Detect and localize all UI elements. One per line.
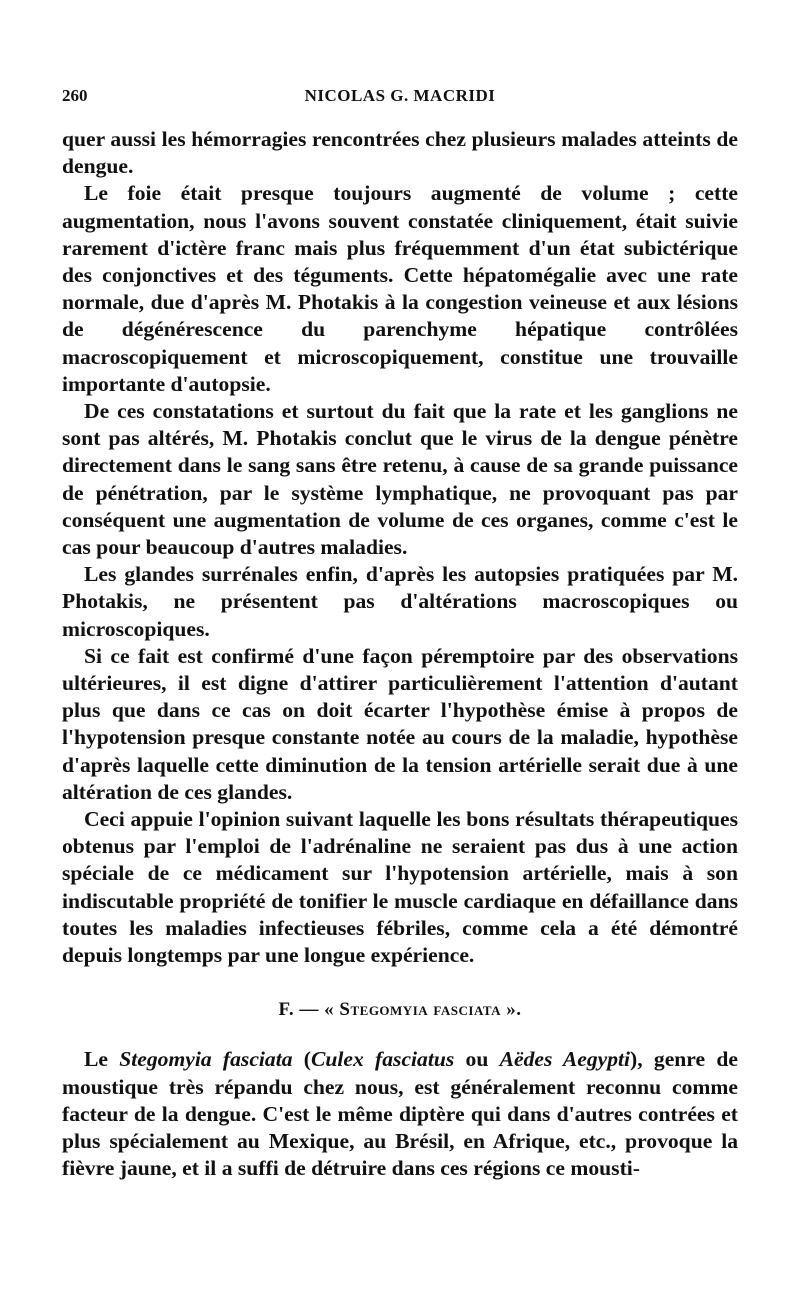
section-title-genus: Stegomyia (339, 999, 429, 1021)
paragraph-spleen-ganglia: De ces constatations et surtout du fait que la rate et les ganglions ne sont pas altérés, M. Photakis conclut que le virus de la dengue pénètre directement dans le sang sans être retenu, à cause de sa grande puissance de pénétration, par le système lymphatique, ne provoquant pas par conséquent une augmentation de volume de ces organes, comme c'est le cas pour beaucoup d'autres maladies. (62, 399, 738, 560)
synonym-aedes: Aëdes Aegypti (499, 1047, 631, 1072)
body-text (62, 126, 738, 1182)
paragraph-stegomyia (62, 1046, 738, 1182)
paragraph-adrenal-glands: Les glandes surrénales enfin, d'après les autopsies pratiquées par M. Photakis, ne présentent pas d'altérations macroscopiques ou microscopiques. (62, 562, 738, 641)
species-name: Stegomyia fasciata (119, 1047, 293, 1072)
section-label: F. — « (278, 999, 340, 1021)
conjunction-ou: ou (454, 1047, 500, 1072)
running-title: NICOLAS G. MACRIDI (304, 86, 496, 105)
document-page (62, 82, 738, 1182)
page-number: 260 (62, 86, 88, 105)
paren-open: ( (292, 1047, 311, 1072)
running-header (62, 82, 738, 112)
paragraph-hypotension: Si ce fait est confirmé d'une façon péremptoire par des observations ultérieures, il est digne d'attirer particulièrement l'attention d'autant plus que dans ce cas on doit écarter l'hypothèse émise à propos de l'hypotension presque constante notée au cours de la maladie, hypothèse d'après laquelle cette diminution de la tension artérielle serait due à une altération de ces glandes. (62, 643, 738, 804)
paragraph-adrenaline: Ceci appuie l'opinion suivant laquelle les bons résultats thérapeutiques obtenus par l'emploi de l'adrénaline ne seraient pas dus à une action spéciale de ce médicament sur l'hypotension artérielle, mais à son indiscutable propriété de tonifier le muscle cardiaque en défaillance dans toutes les maladies infectieuses fébriles, comme cela a été démontré depuis longtemps par une longue expérience. (62, 807, 738, 968)
synonym-culex: Culex fasciatus (310, 1047, 455, 1072)
stegomyia-lead: Le (84, 1047, 120, 1072)
section-closing: ». (500, 999, 522, 1021)
paragraph-liver: Le foie était presque toujours augmenté de volume ; cette augmentation, nous l'avons souvent constatée cliniquement, était suivie rarement d'ictère franc mais plus fréquemment d'un état subictérique des conjonctives et des téguments. Cette hépatomégalie avec une rate normale, due d'après M. Photakis à la congestion veineuse et aux lésions de dégénérescence du parenchyme hépatique contrôlées macroscopiquement et microscopiquement, constitue une trouvaille importante d'autopsie. (62, 181, 738, 396)
stegomyia-rest: ), genre de moustique très répandu chez nous, est généralement reconnu comme facteur de la dengue. C'est le même diptère qui dans d'autres contrées et plus spécialement au Mexique, au Brésil, en Afrique, etc., provoque la fièvre jaune, et il a suffi de détruire dans ces régions ce mousti- (62, 1047, 738, 1181)
section-title-species: fasciata (428, 999, 501, 1021)
section-heading (62, 999, 738, 1021)
paragraph-continuation: quer aussi les hémorragies rencontrées chez plusieurs malades atteints de dengue. (62, 127, 738, 179)
